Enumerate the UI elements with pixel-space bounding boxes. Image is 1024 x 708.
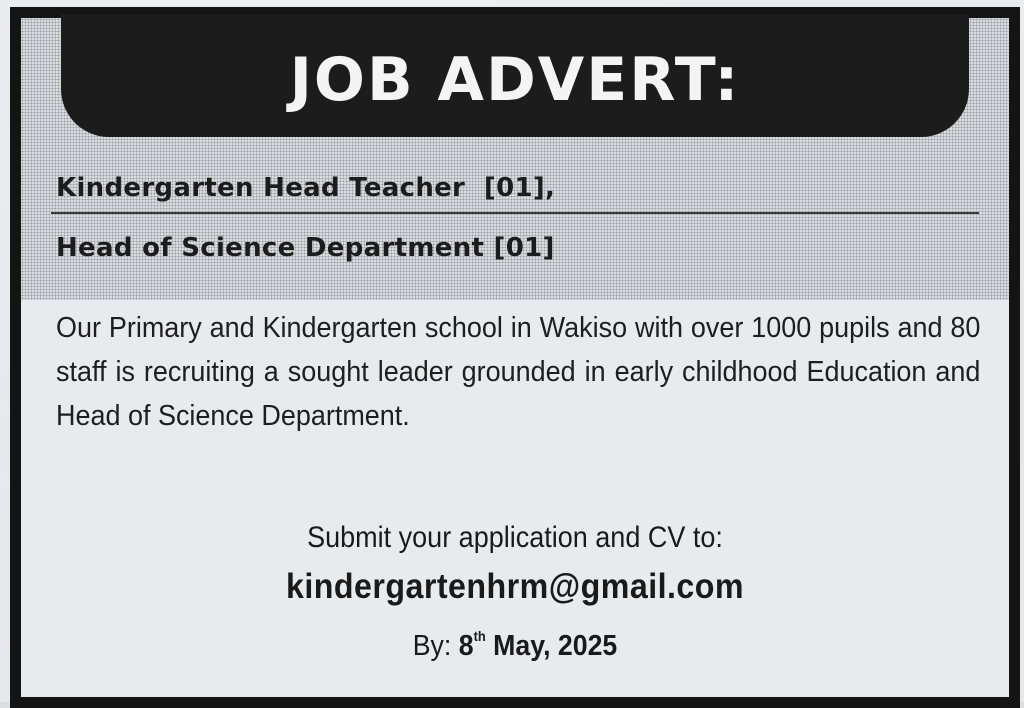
advert-description: Our Primary and Kindergarten school in Wakiso with over 1000 pupils and 80 staff is recruiting a sought leader grounded in early childhood Education and Head of Science Department. [56, 312, 981, 432]
position-head-of-science: Head of Science Department [01] [56, 233, 555, 263]
application-deadline [61, 616, 970, 666]
title-banner [61, 14, 969, 137]
deadline-prefix: By: [412, 630, 452, 662]
position-kindergarten-head-teacher: Kindergarten Head Teacher [01], [56, 173, 556, 203]
deadline-day: 8 [458, 630, 474, 662]
application-email: kindergartenhrm@gmail.com [285, 567, 745, 606]
submit-instruction: Submit your application and CV to: [307, 521, 723, 554]
divider-line [51, 212, 979, 214]
deadline-month-year: May, 2025 [493, 630, 618, 662]
advert-frame [10, 7, 1020, 708]
application-block [21, 518, 1009, 666]
advert-title: JOB ADVERT: [289, 44, 741, 115]
deadline-day-suffix: th [473, 628, 486, 644]
